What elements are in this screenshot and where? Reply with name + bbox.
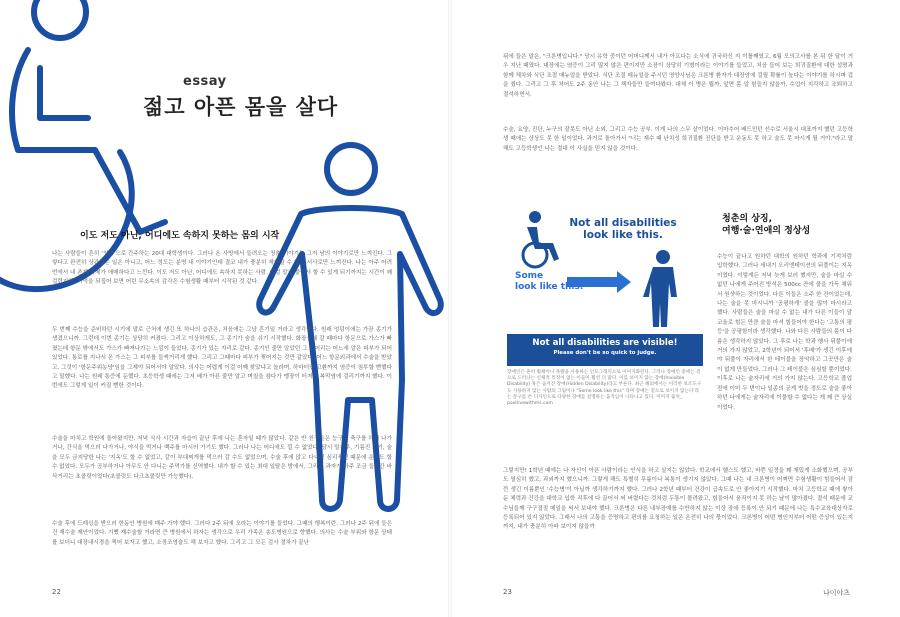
section-heading-2-line1: 청춘의 상징, bbox=[722, 214, 773, 224]
section-heading-2-line2: 여행·술·연애의 정상성 bbox=[722, 226, 811, 236]
left-paragraph-2: 두 번째 수능을 준비하던 시기에 말로 근처에 생긴 또 하나의 습관은, 처음에는 그냥 흔기일 거라고 생각했다. 원래 엉덩이에는 가끔 종기가 생겼으니까. 그런데 이번 종기는 상당히 커졌다. 그리고 이상하게도, 그 종기가 숨을 쉬기 시작했다. 화장실에 갈 때마다 항문으로 가스가 빠졌는데 항문 밖에서도 가스가 빠져나가는 느낌이 들었다. 종기가 있는 자리로 같다. 종기인 줄만 알았던 그 덩어리는 어느새 알은 피부가 되어 있었다. 통로를 지나서 온 가스는 그 피부를 들썩거리게 했다. 그리고 그때마다 피부가 찢어지는 것만 같았다. 어느 항문외과에서 수술을 받았고, 그것이 '항문주위농양'임을 그제야 되어서야 알았다. 의사는 어렵게 이걸 어째 찾았냐고 놀라며, 하마터면 고환까지 염증이 침투할 뻔했다고 말했다. 나는 원래 통증에 둔했다. 초등학생 때에는 그저 배가 아픈 줄만 알고 며칠을 참다가 맹장이 터져서 복막염에 걸리기까지 했다. 이번에도 그렇게 일이 커질 뻔한 것이다. bbox=[52, 327, 392, 390]
right-paragraph-3: 그렇지만! 1학년 때에는 나 자신이 아픈 사람이라는 인식을 하고 살지는 않았다. 학교에서 헬스도 했고, 바쁜 일정을 꽤 재밌게 소화했으며, 공부도 열심히 했고, 과외까지 했으니까. 그렇게 해도 특별히 무릎이나 복통이 생기지 않았다. 그때 나는 내 크론병이 어쩌면 수험생활이 힘들어서 잠깐 생긴 이름뿐인 '수능병'이 아닐까 생각하기까지 했다. 그러나 2학년 때부터 건강이 급속도로 안 좋아지기 시작했다. 마치 고등학교 때에 쌓아둔 체력과 건강을 대학교 입학 직후에 다 끌어서 써 버렸다는 것처럼 두통이 몰려왔고, 힘들어서 움직이지 못 하는 날이 많아졌다. 결석 때문에 교수님들께 구구절절 메일을 써서 보내야 했다. 크론병은 다른 내부장애를 수반하지 않는 이상 장애 등록이 안 되기 때문에 나는 특수교육대상자로 등록되어 있지 않았다. 그래서 나의 고통을 증명하고 편의를 요청하는 일은 온전히 나의 몫이었다. 크론병이 어떤 병인지부터 어떤 증상이 있는지까지, 내가 충분히 아파 보이지 않을까 bbox=[503, 468, 853, 531]
essay-label: essay bbox=[183, 74, 227, 89]
right-side-paragraph: 수능이 끝나고 원하던 대학의 원하던 학과에 기적처럼 입학했다. 그러나 새내기 오리엔테이션의 뒤풀이는 지옥이었다. 이렇게든 저녁 늦게 보러 했지만, 술을 마실 수 없던 나에게 주어진 방석은 500cc 잔에 콜을 가득 채워서 원샷하는 것이었다. 다른 이들은 소주 한 잔이었는데, 나는 술을 못 마시니까 '공평하게' 콜을 많이 마시라고 했다. 사람들은 술을 마실 수 없는 내가 다른 이들이 알코올로 힘든 만큼 술을 마셔 힘들어야 한다는 '고통의 평등'을 공평함이라 생각했다. 나와 다른 사람들의 몸이 다름은 생각하지 않았다. 그 후로 나는 학과 행사 뒤풀이에 거의 가지 않았고, 2학년이 되어서 '후배'가 생긴 이후에야 뒤풀이 자리에서 한 테이블을 장악하고 그곳만은 술이 없게 만들었다. 그러나 그 테이블은 심심할 뿐이었다. 이후로 나는 술자리에 거의 가지 않는다. 고등학교 졸업 전에 이미 두 번이나 일종의 궁게 벗을 정도로 술을 좋아하던 나에게는 술자리에 이물할 수 없다는 게 꽤 큰 상실이었다. bbox=[717, 254, 852, 411]
left-paragraph-4: 수술 후에 드레싱을 받으러 한동안 병원에 매주 가야 했다. 그러다 2주 뒤에 오라는 이야기를 들었다. 그때의 행복이란. 그러나 2주 뒤에 들은 건 재수술 제안이었다. 기뻤 재수술할 거라면 큰 병원에서 하자는 생각으로 우리 가족은 송도병원으로 향했다. 의사는 수술 부위와 항문 상태를 보더니 대장내시경을 찍어 보자고 했고, 소장조영술도 해 보자고 했다. 그리고 그 모든 검사 절차가 끝난 bbox=[52, 521, 392, 546]
poster-headline-line2: look like this. bbox=[583, 229, 663, 241]
page-number-left: 22 bbox=[52, 588, 61, 596]
poster-some bbox=[515, 271, 583, 293]
page-title: 젊고 아픈 몸을 살다 bbox=[143, 94, 339, 119]
page-number-right: 23 bbox=[503, 588, 512, 596]
poster-headline bbox=[565, 217, 681, 241]
poster-band-line2: Please don't be so quick to judge. bbox=[553, 350, 657, 356]
publication-name: 나이야츠 bbox=[823, 589, 851, 597]
page-gutter bbox=[448, 0, 452, 617]
poster-band bbox=[507, 334, 703, 366]
left-paragraph-1: 나는 사람들이 흔히 '청춘'으로 간주하는 20대 대학생이다. 그러나 온 사방에서 들려오는 청춘 이야기는 그저 남의 이야기로만 느껴진다. 그렇다고 완전히 상관없는 일은 아니고, 어느 정도는 분명 내 이야기인데 결코 내가 충분히 체험할 수 없는 서사로만 느껴진다. 나는 아주 어려 먼에서 내 존재 자체가 애매하다고 느낀다. 이도 저도 아닌, 어디에도 속하지 못하는 사람. 이걸 말로 풀어서 할 수 있게 되기까지는 시간이 꽤 걸렸지만, 기억을 되짚어 보면 어린 무소속의 감각은 수험생활 때부터 시작된 것 같다. bbox=[52, 251, 392, 286]
poster-some-line2: look like this. bbox=[515, 282, 584, 292]
section-heading-2 bbox=[722, 213, 810, 237]
left-paragraph-3: 수술을 마치고 학원에 돌아왔지만, 저녁 식사 시간과 자습이 끝난 후에 나는 혼자일 때가 많았다. 같은 반 친구들은 능구나 축구를 하러 나가거나, 간식을 먹으러 나가거나, 야식을 먹거나 백주를 마시러 가기도 했다. 그러나 나는 어디에도 낄 수 없었다. 당시 밀가루, 기름진 고기, 술을 모두 금지당한 나는 '지옥'도 할 수 없었고, 같이 부대찌개를 먹으러 갈 수도 없었으며, 수술 후에 앉고 다니던 심리적인 때문에 운동도 할 수 없었다. 모두가 공부하거나 아무도 안 다니는 주먹가를 신역했다. 내가 할 수 있는 최대 일탈은 밤에서, 그리고 과자가 아주 조금 들어간 바삭거리는 초콜릿이었다(초콜릿도 다크초콜릿만 가능했다). bbox=[52, 436, 392, 480]
poster-headline-line1: Not all disabilities bbox=[569, 217, 677, 229]
invisible-disability-poster bbox=[507, 207, 703, 366]
poster-person-icon bbox=[643, 250, 677, 327]
section-heading-1: 이도 저도 아닌, 어디에도 속하지 못하는 몸의 시작 bbox=[80, 231, 280, 241]
right-paragraph-1: 뒤에 들은 말은, "크론병입니다." 당시 유학 중이던 어머니께서 내가 아프다는 소식에 귀국하신 지 이틀째였고, 6월 모의고사를 본 뒤 한 달이 거우 지난 때였다. 대장에는 염증이 그리 많지 않은 편이지만 소장이 상당히 기형이라는 이야기를 들었고, 처음 들어 보는 희귀질환에 대한 설명과 함께 체차와 식단 조절 매뉴얼을 받았다. 식단 조절 매뉴얼을 주시던 영양사님은 크론병 환자가 대장암에 걸릴 확률이 높다는 이야기를 하시며 겁을 줬다. 그리고 그 후 처어도 2주 동안 나는 그 책자들만 들여다봤다. 대체 이 병은 뭘까, 앞면 몸 알 힘들지 않을까, 수업이 지각하고 조퇴하고 결석하면서. bbox=[503, 54, 853, 98]
poster-caption: 장애인은 흔히 휠체어나 목발을 사용하는 인포그래픽으로 이미지화된다. 그러나 장애인 중에는 겉으로 드러나는 신체적 특징이 없는 이들이 훨씬 더 많다. 이를 보이지 않는 장애(Invisible Disability) 혹은 숨겨진 장애(Hidden Disability)라고 부른다. 최근 해외에서는 이러한 보조도구도 사용하지 않는 사람의 그림이나 "Some look like this" 라며 장애는 겉으로 보이지 않는다'라는 문구를 쓴 디자인으로 다양한 장애를 설명하는 움직임이 나타나고 있다. 이미지 출처_ positivewithms.com bbox=[507, 370, 702, 407]
right-paragraph-2: 수술, 요양, 진단, 누구의 잘못도 아닌 소외, 그리고 수능 공부. 이게 나의 스무 살이었다. 이마추어 배드민턴 선수로 서울시 대표까지 했던 고등학생 때에는 상상도 못 한 일이었다. 과거로 돌아가서 "너는 재수 때 난치성 희귀질환 진단을 받고 운동도 못 하고 술도 못 마시게 될 거야."라고 말해도 고등학생인 나는 절대 이 사실을 믿지 않을 것이다. bbox=[503, 127, 853, 152]
poster-band-line1: Not all disabilities are visible! bbox=[532, 338, 678, 348]
poster-wheelchair-icon bbox=[523, 211, 559, 267]
poster-some-line1: Some bbox=[515, 271, 544, 281]
